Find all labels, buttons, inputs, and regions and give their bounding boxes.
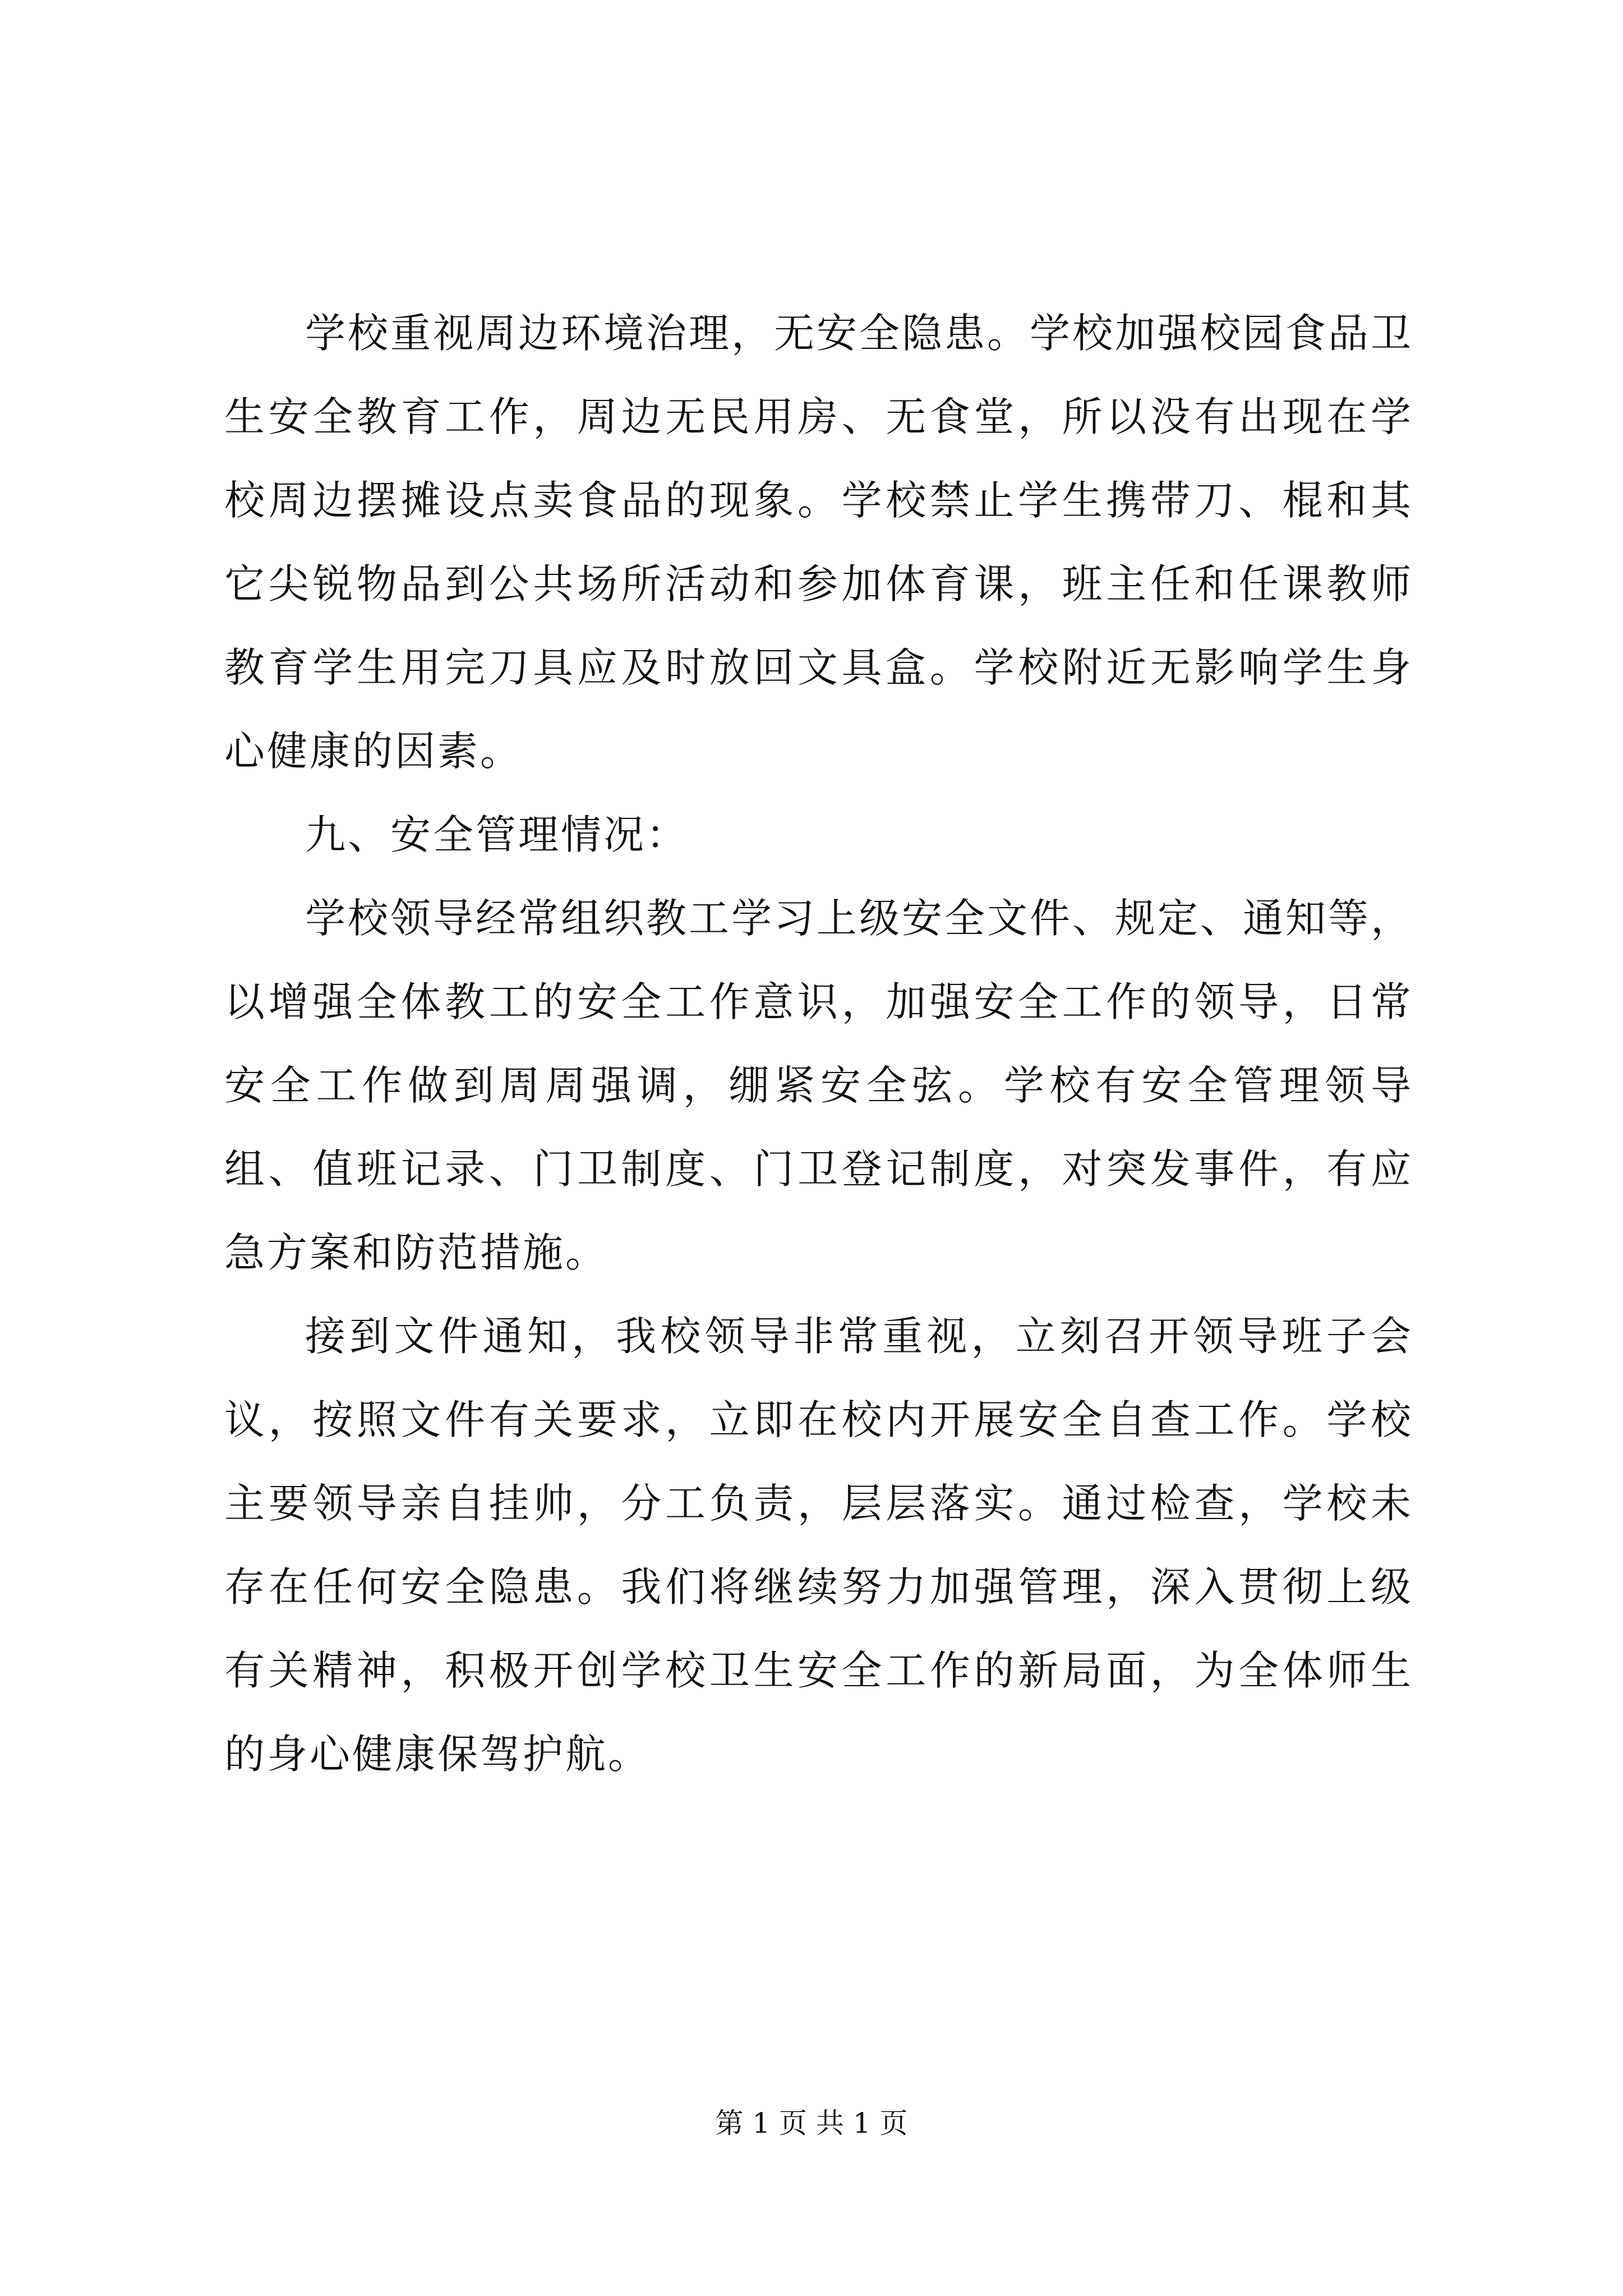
document-body xyxy=(224,292,1413,1796)
page-footer: 第 1 页 共 1 页 xyxy=(715,2107,908,2139)
paragraph-environment: 学校重视周边环境治理，无安全隐患。学校加强校园食品卫生安全教育工作，周边无民用房、无食堂，所以没有出现在学校周边摆摊设点卖食品的现象。学校禁止学生携带刀、棍和其它尖锐物品到公共场所活动和参加体育课，班主任和任课教师教育学生用完刀具应及时放回文具盒。学校附近无影响学生身心健康的因素。 xyxy=(224,310,1414,775)
paragraph-self-inspection: 接到文件通知，我校领导非常重视，立刻召开领导班子会议，按照文件有关要求，立即在校内开展安全自查工作。学校主要领导亲自挂帅，分工负责，层层落实。通过检查，学校未存在任何安全隐患。我们将继续努力加强管理，深入贯彻上级有关精神，积极开创学校卫生安全工作的新局面，为全体师生的身心健康保驾护航。 xyxy=(224,1313,1413,1778)
section-heading-safety-management: 九、安全管理情况： xyxy=(305,811,689,858)
paragraph-safety-management: 学校领导经常组织教工学习上级安全文件、规定、通知等，以增强全体教工的安全工作意识，加强安全工作的领导，日常安全工作做到周周强调，绷紧安全弦。学校有安全管理领导组、值班记录、门卫制度、门卫登记制度，对突发事件，有应急方案和防范措施。 xyxy=(224,895,1414,1276)
